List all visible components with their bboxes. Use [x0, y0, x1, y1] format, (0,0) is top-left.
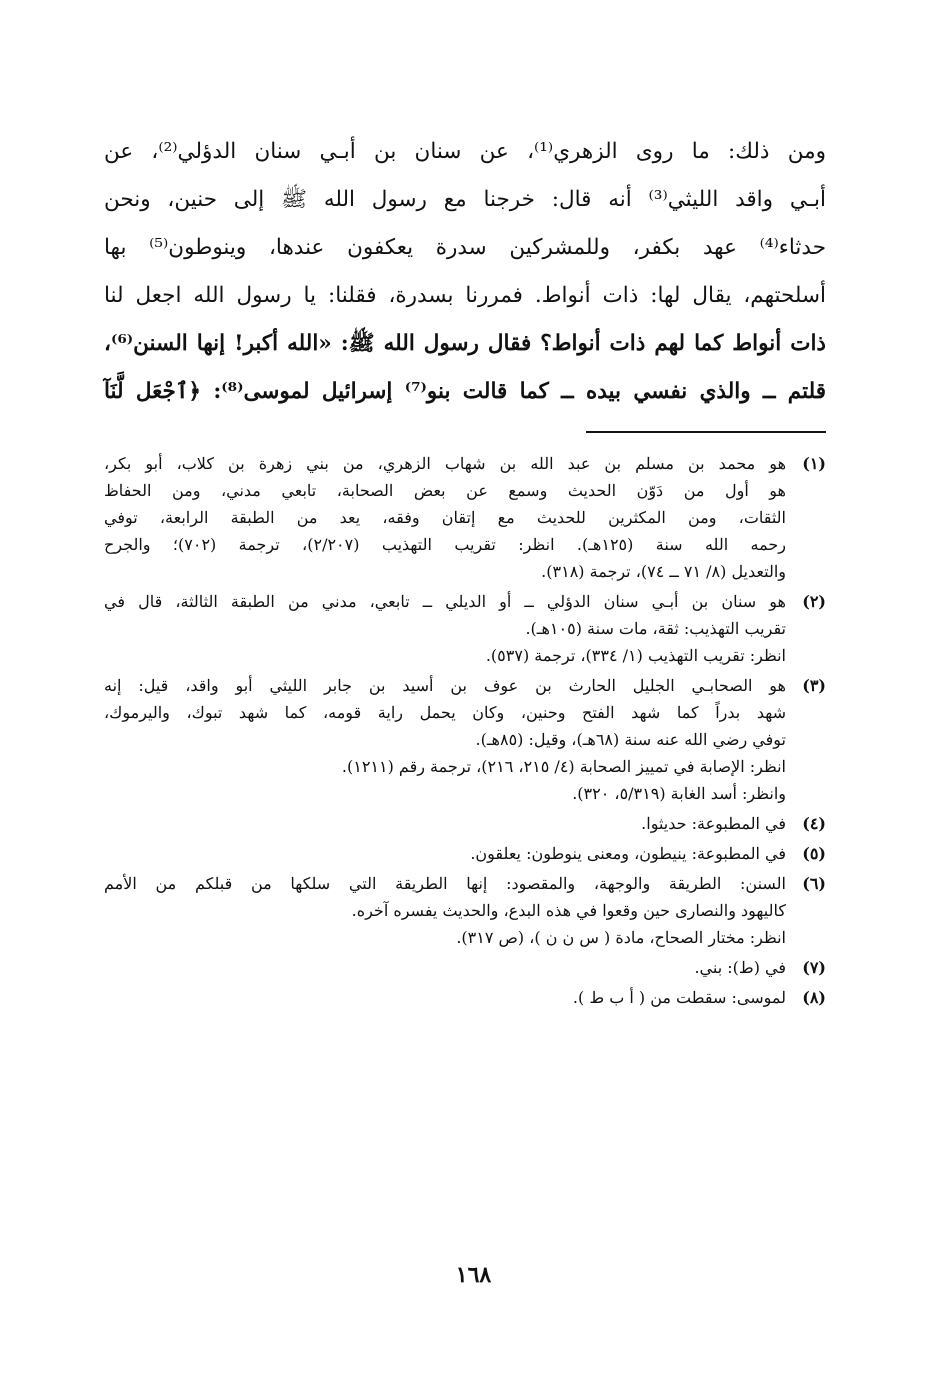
footnote-line: تقريب التهذيب: ثقة، مات سنة (١٠٥هـ).	[525, 619, 786, 638]
body-line-4: أسلحتهم، يقال لها: ذات أنواط. فمررنا بسدرة، فقلنا: يا رسول الله اجعل لنا	[104, 283, 826, 308]
footnote-line: هو سنان بن أبـي سنان الدؤلي ــ أو الديلي ــ تابعي، مدني من الطبقة الثالثة، قال في	[104, 592, 786, 611]
footnote-number: (٤)	[802, 814, 826, 833]
footnote-5	[104, 840, 826, 867]
footnote-line: كاليهود والنصارى حين وقعوا في هذه البدع، والحديث يفسره آخره.	[351, 901, 786, 920]
main-text	[104, 128, 826, 416]
footnote-number: (١)	[802, 454, 826, 473]
footnote-line: انظر: الإصابة في تمييز الصحابة (٤/ ٢١٥، ٢١٦)، ترجمة رقم (١٢١١).	[341, 757, 786, 776]
footnote-number: (٥)	[802, 844, 826, 863]
footnote-number: (٢)	[802, 592, 826, 611]
footnote-3	[104, 672, 826, 807]
footnote-divider	[586, 431, 826, 433]
footnote-line: في المطبوعة: حديثوا.	[641, 814, 786, 833]
footnote-line: والتعديل (٨/ ٧١ ــ ٧٤)، ترجمة (٣١٨).	[541, 562, 786, 581]
footnote-4	[104, 810, 826, 837]
footnote-number: (٦)	[802, 874, 826, 893]
footnote-line: في (ط): بني.	[694, 958, 786, 977]
body-line-3: حدثاء⁽⁴⁾ عهد بكفر، وللمشركين سدرة يعكفون عندها، وينوطون⁽⁵⁾ بها	[104, 235, 826, 260]
page	[104, 128, 826, 1007]
page-number: ١٦٨	[455, 1262, 492, 1288]
footnote-line: رحمه الله سنة (١٢٥هـ). انظر: تقريب التهذيب (٢/٢٠٧)، ترجمة (٧٠٢)؛ والجرح	[104, 535, 787, 554]
footnote-number: (٣)	[802, 676, 826, 695]
footnote-line: لموسى: سقطت من ( أ ب ط ).	[572, 988, 786, 1007]
footnote-line: توفي رضي الله عنه سنة (٦٨هـ)، وقيل: (٨٥هـ).	[475, 730, 786, 749]
body-line-5: ذات أنواط كما لهم ذات أنواط؟ فقال رسول الله ﷺ: «الله أكبر! إنها السنن⁽⁶⁾،	[104, 331, 826, 356]
footnote-line: وانظر: أسد الغابة (٥/٣١٩، ٣٢٠).	[572, 784, 786, 803]
footnote-1	[104, 450, 826, 585]
footnote-line: انظر: تقريب التهذيب (١/ ٣٣٤)، ترجمة (٥٣٧).	[485, 646, 786, 665]
footnote-8	[104, 984, 826, 1011]
footnote-line: في المطبوعة: ينيطون، ومعنى ينوطون: يعلقون.	[470, 844, 786, 863]
footnote-2	[104, 588, 826, 669]
footnote-line: هو محمد بن مسلم بن عبد الله بن شهاب الزهري، من بني زهرة بن كلاب، أبو بكر،	[104, 454, 786, 473]
footnote-line: هو الصحابـي الجليل الحارث بن عوف بن أسيد بن جابر الليثي أبو واقد، قيل: إنه	[104, 676, 786, 695]
footnote-line: السنن: الطريقة والوجهة، والمقصود: إنها الطريقة التي سلكها من قبلكم من الأمم	[104, 874, 786, 893]
footnote-number: (٧)	[802, 958, 826, 977]
footnote-6	[104, 870, 826, 951]
body-line-1: ومن ذلك: ما روى الزهري⁽¹⁾، عن سنان بن أبـي سنان الدؤلي⁽²⁾، عن	[104, 139, 826, 164]
footnotes	[104, 450, 826, 1014]
footnote-number: (٨)	[802, 988, 826, 1007]
body-line-6: قلتم ــ والذي نفسي بيده ــ كما قالت بنو⁽⁷⁾ إسرائيل لموسى⁽⁸⁾: ﴿ٱجْعَل لَّنَآ	[104, 379, 826, 404]
footnote-line: شهد بدراً كما شهد الفتح وحنين، وكان يحمل راية قومه، كما شهد تبوك، واليرموك،	[104, 703, 786, 722]
footnote-line: هو أول من دَوّن الحديث وسمع عن بعض الصحابة، تابعي مدني، ومن الحفاظ	[104, 481, 786, 500]
footnote-line: الثقات، ومن المكثرين للحديث مع إتقان وفقه، يعد من الطبقة الرابعة، توفي	[104, 508, 786, 527]
body-line-2: أبـي واقد الليثي⁽³⁾ أنه قال: خرجنا مع رسول الله ﷺ إلى حنين، ونحن	[104, 187, 826, 212]
footnote-7	[104, 954, 826, 981]
footnote-line: انظر: مختار الصحاح، مادة ( س ن ن )، (ص ٣١٧).	[456, 928, 786, 947]
